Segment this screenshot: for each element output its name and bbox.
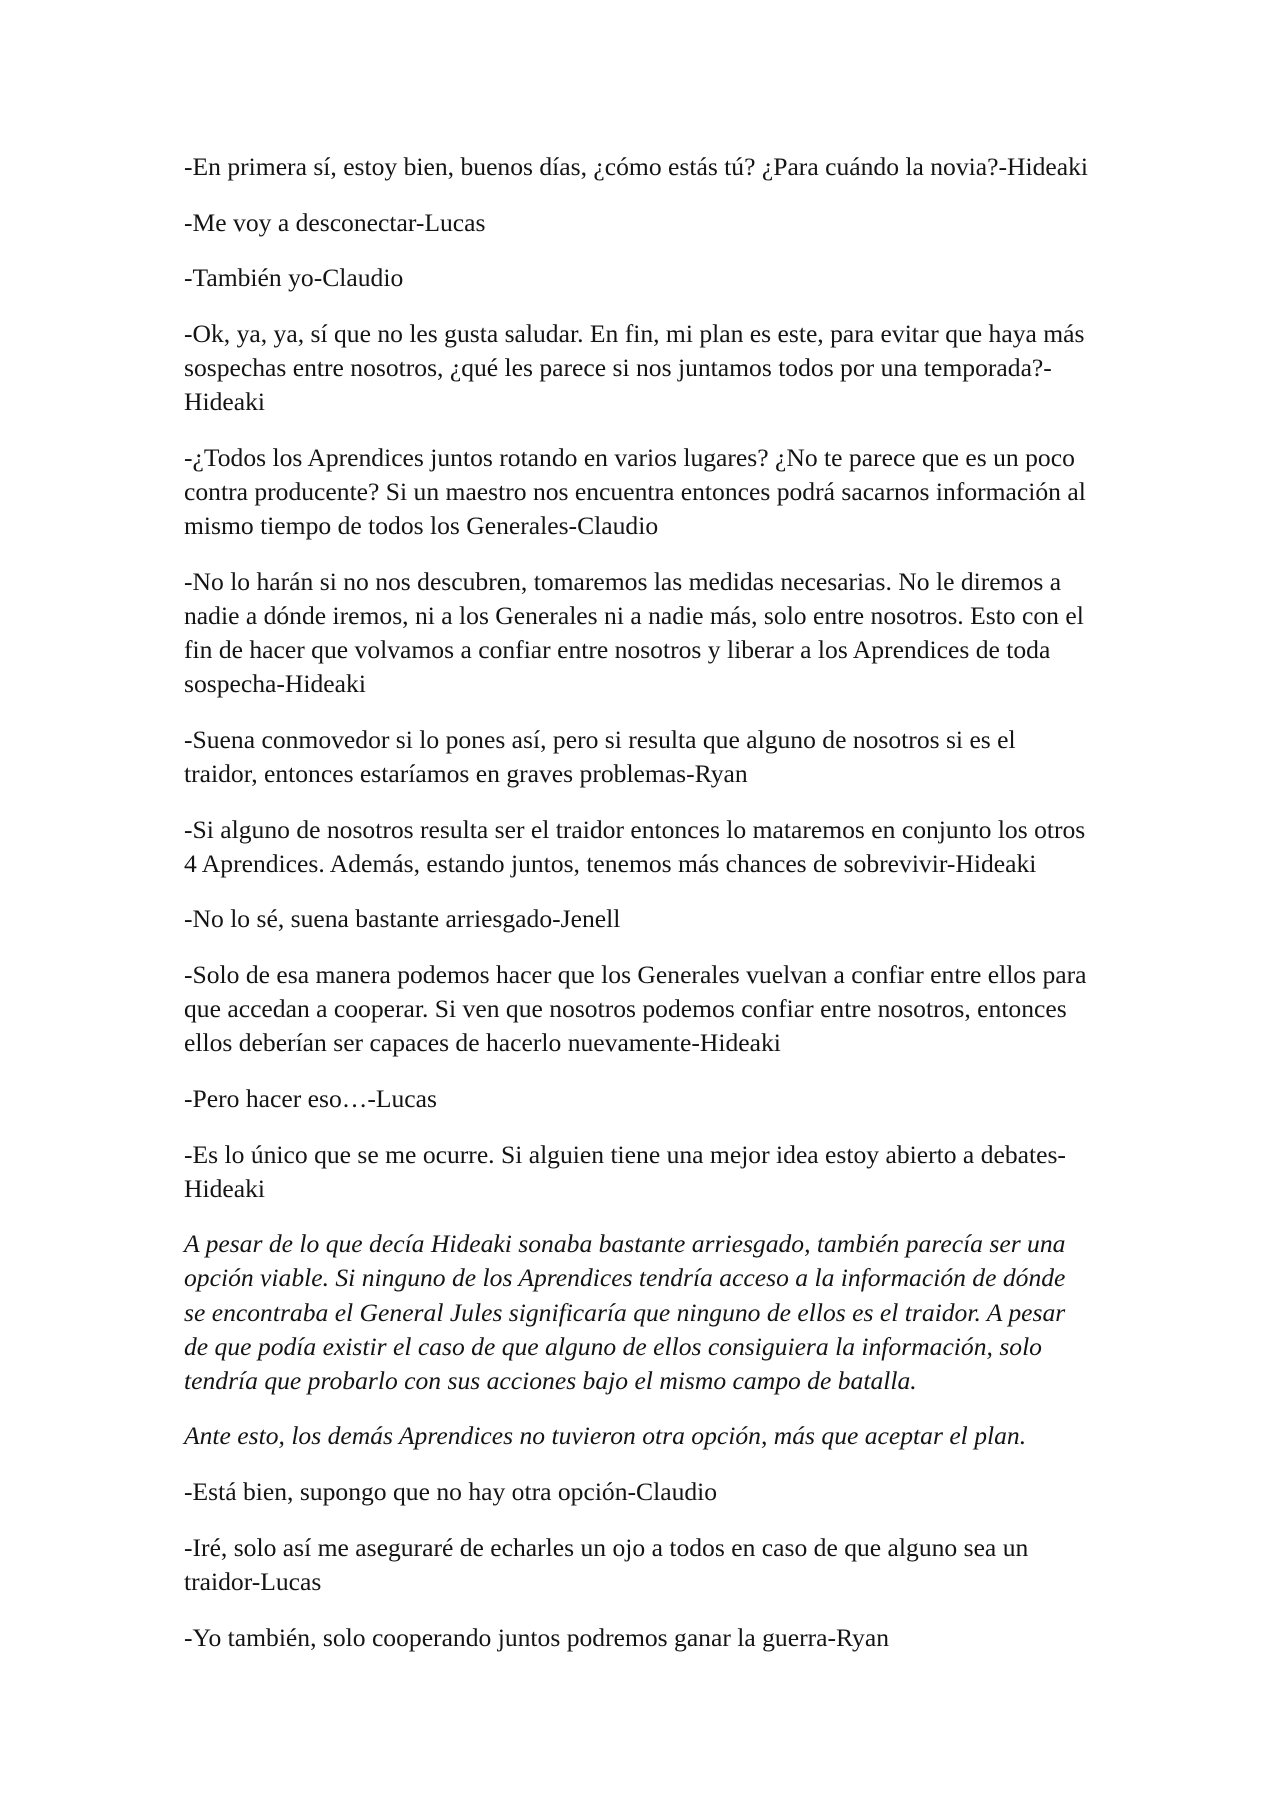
text-line: -Si alguno de nosotros resulta ser el traidor entonces lo mataremos en conjunto los otros <box>184 814 1086 844</box>
narration-paragraph <box>184 1227 1114 1397</box>
text-line: -También yo-Claudio <box>184 263 404 293</box>
text-line: opción viable. Si ninguno de los Aprendices tendría acceso a la información de dónde <box>184 1263 1066 1293</box>
text-line: -Iré, solo así me aseguraré de echarles un ojo a todos en caso de que alguno sea un <box>184 1532 1029 1562</box>
dialogue-paragraph-ryan <box>184 723 1114 791</box>
dialogue-paragraph-hideaki <box>184 958 1114 1060</box>
text-line: A pesar de lo que decía Hideaki sonaba bastante arriesgado, también parecía ser una <box>184 1229 1066 1259</box>
text-line: que accedan a cooperar. Si ven que nosotros podemos confiar entre nosotros, entonces <box>184 994 1067 1024</box>
text-line: ellos deberían ser capaces de hacerlo nuevamente-Hideaki <box>184 1028 781 1058</box>
text-line: traidor-Lucas <box>184 1566 322 1596</box>
text-line: -Me voy a desconectar-Lucas <box>184 207 486 237</box>
text-line: -Pero hacer eso…-Lucas <box>184 1083 437 1113</box>
text-line: contra producente? Si un maestro nos encuentra entonces podrá sacarnos información al <box>184 477 1086 507</box>
dialogue-paragraph-hideaki <box>184 813 1114 881</box>
text-line: tendría que probarlo con sus acciones bajo el mismo campo de batalla. <box>184 1365 917 1395</box>
text-line: sospecha-Hideaki <box>184 669 366 699</box>
text-line: -Yo también, solo cooperando juntos podremos ganar la guerra-Ryan <box>184 1622 890 1652</box>
dialogue-paragraph-jenell <box>184 902 1114 936</box>
text-line: 4 Aprendices. Además, estando juntos, tenemos más chances de sobrevivir-Hideaki <box>184 848 1037 878</box>
text-line: -Suena conmovedor si lo pones así, pero si resulta que alguno de nosotros si es el <box>184 724 1016 754</box>
dialogue-paragraph-lucas <box>184 1531 1114 1599</box>
dialogue-paragraph-hideaki <box>184 317 1114 419</box>
text-line: de que podía existir el caso de que alguno de ellos consiguiera la información, solo <box>184 1331 1042 1361</box>
text-line: sospechas entre nosotros, ¿qué les parece si nos juntamos todos por una temporada?- <box>184 353 1052 383</box>
document-page <box>184 150 1114 1676</box>
dialogue-paragraph-lucas <box>184 1082 1114 1116</box>
text-line: -No lo harán si no nos descubren, tomaremos las medidas necesarias. No le diremos a <box>184 566 1062 596</box>
text-line: -En primera sí, estoy bien, buenos días, ¿cómo estás tú? ¿Para cuándo la novia?-Hideaki <box>184 152 1089 181</box>
text-line: Hideaki <box>184 387 266 417</box>
text-line: -Ok, ya, ya, sí que no les gusta saludar. En fin, mi plan es este, para evitar que haya más <box>184 319 1085 349</box>
text-line: -Está bien, supongo que no hay otra opción-Claudio <box>184 1477 718 1507</box>
dialogue-paragraph-claudio <box>184 441 1114 543</box>
dialogue-paragraph-hideaki <box>184 565 1114 701</box>
text-line: traidor, entonces estaríamos en graves problemas-Ryan <box>184 758 748 788</box>
text-line: nadie a dónde iremos, ni a los Generales ni a nadie más, solo entre nosotros. Esto con el <box>184 600 1084 630</box>
dialogue-paragraph-claudio <box>184 1475 1114 1509</box>
text-line: Ante esto, los demás Aprendices no tuvieron otra opción, más que aceptar el plan. <box>184 1421 1027 1451</box>
text-line: -Solo de esa manera podemos hacer que los Generales vuelvan a confiar entre ellos para <box>184 960 1087 990</box>
text-line: mismo tiempo de todos los Generales-Claudio <box>184 511 659 541</box>
narration-paragraph <box>184 1419 1114 1453</box>
dialogue-paragraph-hideaki <box>184 150 1114 184</box>
text-line: -No lo sé, suena bastante arriesgado-Jenell <box>184 904 621 934</box>
text-line: Hideaki <box>184 1173 266 1203</box>
text-line: -¿Todos los Aprendices juntos rotando en varios lugares? ¿No te parece que es un poco <box>184 442 1075 472</box>
dialogue-paragraph-claudio <box>184 261 1114 295</box>
dialogue-paragraph-hideaki <box>184 1138 1114 1206</box>
text-line: -Es lo único que se me ocurre. Si alguien tiene una mejor idea estoy abierto a debates- <box>184 1139 1066 1169</box>
text-line: se encontraba el General Jules significaría que ninguno de ellos es el traidor. A pesar <box>184 1297 1066 1327</box>
text-line: fin de hacer que volvamos a confiar entre nosotros y liberar a los Aprendices de toda <box>184 635 1051 664</box>
dialogue-paragraph-lucas <box>184 206 1114 240</box>
dialogue-paragraph-ryan <box>184 1621 1114 1655</box>
